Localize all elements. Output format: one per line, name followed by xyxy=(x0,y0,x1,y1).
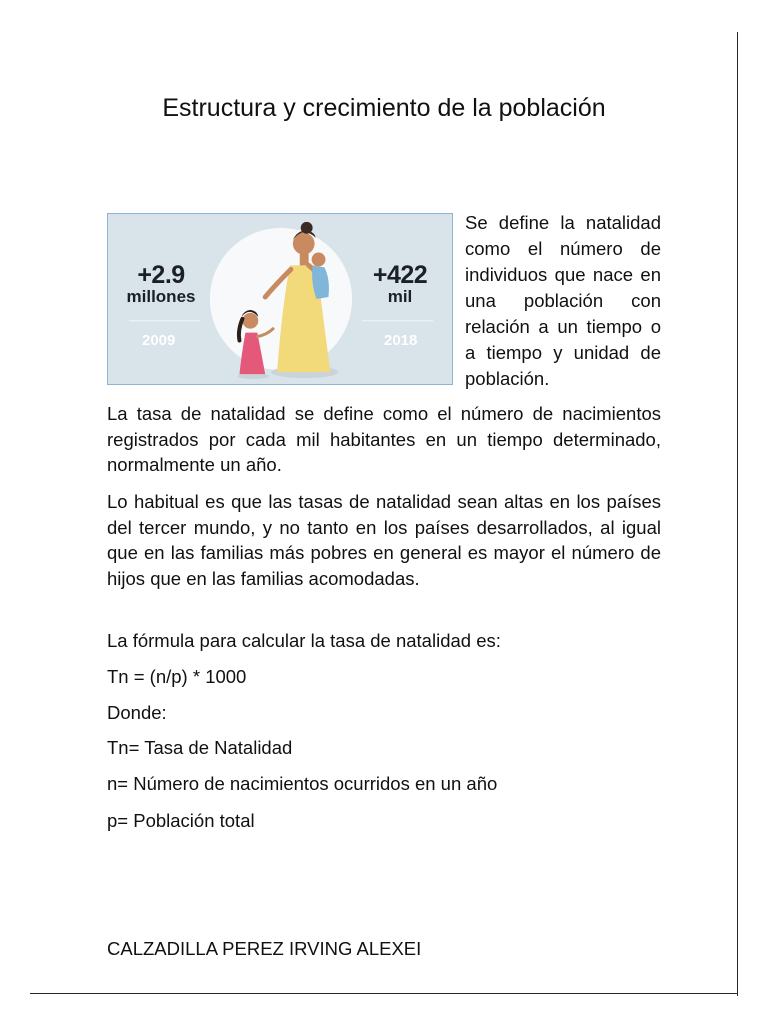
definition-n: n= Número de nacimientos ocurridos en un año xyxy=(107,773,498,794)
year-2009-label: 2009 xyxy=(142,332,176,349)
stat-2009-value: +2.9 xyxy=(137,261,185,289)
page-bottom-edge xyxy=(30,993,738,994)
paragraph-habitual-rates: Lo habitual es que las tasas de natalidad sean altas en los países del tercer mundo, y no tanto en los países desarrollados, al igual que en las familias más pobres en general es mayor el número de hijos que en las familias acomodadas. xyxy=(107,491,661,589)
author-name: CALZADILLA PEREZ IRVING ALEXEI xyxy=(107,938,422,959)
definition-p: p= Población total xyxy=(107,810,255,831)
natality-illustration xyxy=(107,213,453,385)
where-label: Donde: xyxy=(107,702,167,723)
year-2018-label: 2018 xyxy=(384,332,418,349)
formula: Tn = (n/p) * 1000 xyxy=(107,666,247,687)
stat-2009 xyxy=(120,262,202,306)
natality-definition: Se define la natalidad como el número de individuos que nace en una población con relación a un tiempo o a tiempo y unidad de población. xyxy=(465,212,661,389)
stat-2018 xyxy=(364,262,436,306)
stat-2009-unit: millones xyxy=(126,287,196,306)
page-right-edge xyxy=(737,32,738,996)
formula-intro: La fórmula para calcular la tasa de natalidad es: xyxy=(107,630,501,651)
page-title: Estructura y crecimiento de la población xyxy=(162,94,606,122)
stat-2018-value: +422 xyxy=(372,261,428,289)
stat-2018-unit: mil xyxy=(387,287,413,306)
definition-tn: Tn= Tasa de Natalidad xyxy=(107,737,293,758)
paragraph-rate-definition: La tasa de natalidad se define como el número de nacimientos registrados por cada mil habitantes en un tiempo determinado, normalmente un año. xyxy=(107,403,661,475)
